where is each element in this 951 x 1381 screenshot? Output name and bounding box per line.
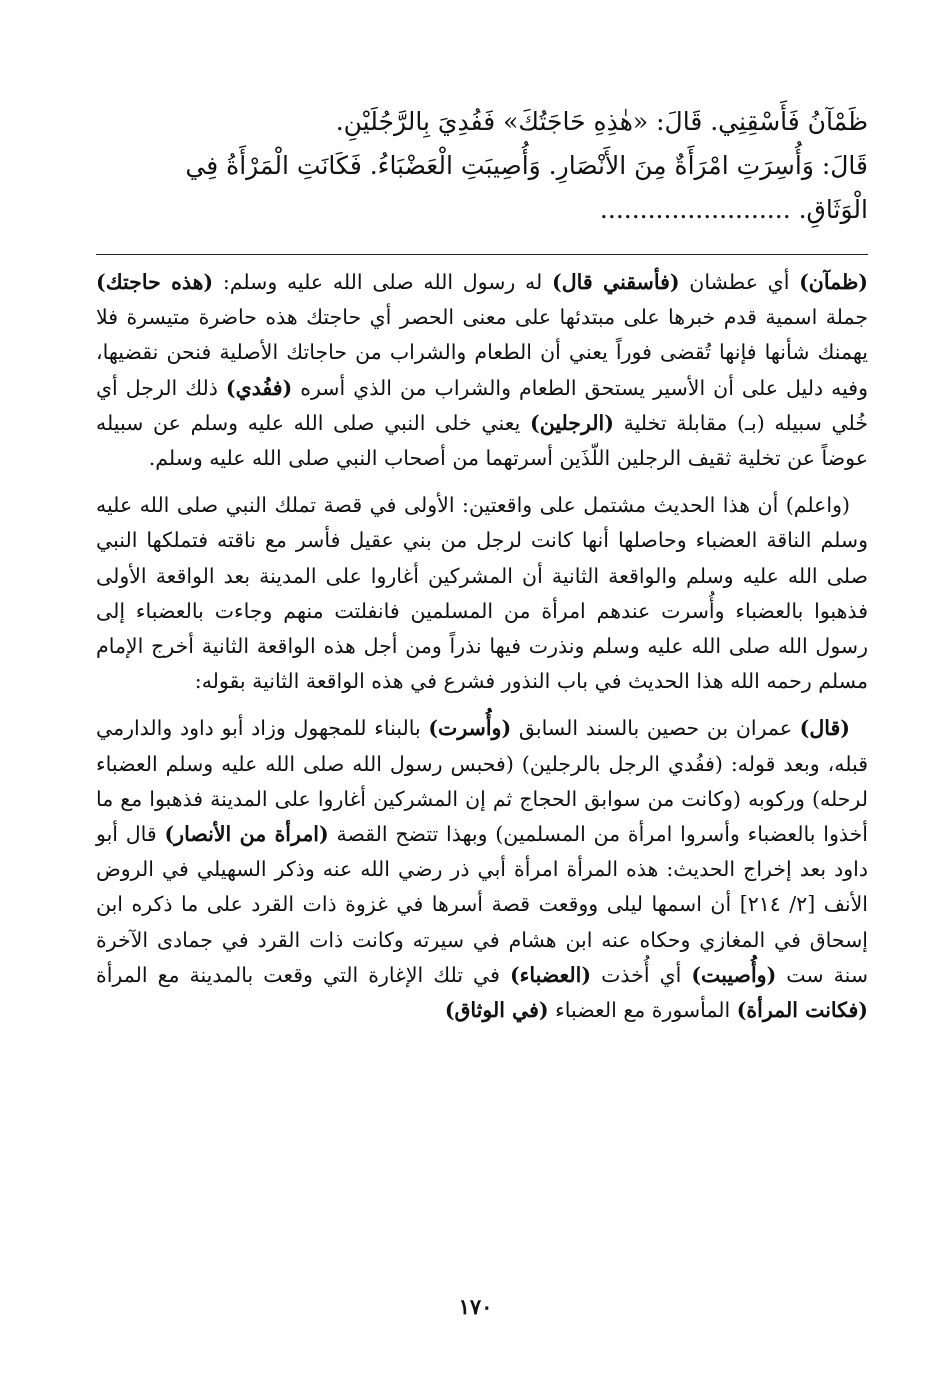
page-number: ١٧٠ (458, 1294, 493, 1319)
commentary-paragraph-1 (96, 265, 868, 476)
commentary-text: عمران بن حصين بالسند السابق (511, 716, 800, 741)
quoted-term: (العضباء) (509, 962, 592, 987)
hadith-line-3: الْوَثَاقِ. ........................ (599, 195, 868, 224)
commentary-text: جملة اسمية قدم خبرها على مبتدئها على معنى الحصر أي حاجتك هذه حاضرة متيسرة فلا يهمنك شأنها فإنها تُقضى فوراً يعني أن الطعام والشراب من حاجاتك الأصلية فنحن نقضيها، وفيه دليل على أن الأسير يستحق الطعام والشراب من الذي أسره (96, 305, 868, 400)
quoted-term: (هذه حاجتك) (96, 270, 214, 294)
commentary-text: أي أُخذت (591, 962, 692, 987)
separator-line (96, 254, 868, 255)
hadith-line-1: ظَمْآنُ فَأَسْقِنِي. قَالَ: «هٰذِهِ حَاجَتُكَ» فَفُدِيَ بِالرَّجُلَيْنِ. (335, 107, 868, 136)
commentary-paragraph-2: (واعلم) أن هذا الحديث مشتمل على واقعتين: الأولى في قصة تملك النبي صلى الله عليه وسلم الناقة العضباء وحاصلها أنها كانت لرجل من بني عقيل فأسر مع ناقته فتملكها النبي صلى الله عليه وسلم والواقعة الثانية أن المشركين أغاروا على المدينة بعد الواقعة الأولى فذهبوا بالعضباء وأُسرت عندهم امرأة من المسلمين فانفلتت منهم وجاءت بالعضباء إلى رسول الله صلى الله عليه وسلم ونذرت فيها نذراً ومن أجل هذه الواقعة الثانية أخرج الإمام مسلم رحمه الله هذا الحديث في باب النذور فشرع في هذه الواقعة الثانية بقوله: (96, 493, 868, 694)
quoted-term: (وأُسرت) (428, 716, 512, 741)
quoted-term: (ففُدي) (225, 375, 293, 400)
page-body (96, 100, 868, 1040)
quoted-term: (في الوثاق) (444, 998, 549, 1023)
quoted-term: (وأُصيبت) (691, 962, 777, 987)
commentary-text: بالبناء للمجهول وزاد أبو داود والدارمي قبله، وبعد قوله: (ففُدي الرجل بالرجلين) (فحبس رسول الله صلى الله عليه وسلم العضباء لرحله) وركوبه (وكانت من سوابق الحجاج ثم إن المشركين أغاروا على المدينة فذهبوا مع ما أخذوا بالعضباء وأسروا امرأة من المسلمين) وبهذا تتضح القصة (96, 716, 869, 847)
quoted-term: (فكانت المرأة) (736, 998, 868, 1023)
quoted-term: (ظمآن) (799, 270, 868, 294)
quoted-term: (الرجلين) (530, 410, 614, 435)
commentary-paragraph-3 (96, 711, 868, 1028)
quoted-term: (امرأة من الأنصار) (164, 822, 329, 847)
commentary-text: ذلك الرجل أي خُلي سبيله (بـ) مقابلة تخلية (96, 375, 868, 435)
commentary-text: قال أبو داود بعد إخراج الحديث: هذه المرأة امرأة أبي ذر رضي الله عنه وذكر السهيلي في الروض الأنف [٢/ ٢١٤] أن اسمها ليلى ووقعت قصة أسرها في غزوة ذات القرد على ما ذكره ابن إسحاق في المغازي وحكاه عنه ابن هشام في سيرته وكانت ذات القرد في جمادى الآخرة سنة ست (96, 822, 869, 987)
commentary-text: يعني خلى النبي صلى الله عليه وسلم عن سبيله عوضاً عن تخلية ثقيف الرجلين اللّذَين أسرتهما من أصحاب النبي صلى الله عليه وسلم. (96, 410, 868, 471)
hadith-text (96, 100, 868, 232)
hadith-line-2: قَالَ: وَأُسِرَتِ امْرَأَةٌ مِنَ الأَنْصَارِ. وَأُصِيبَتِ الْعَضْبَاءُ. فَكَانَتِ الْمَرْأَةُ فِي (185, 151, 868, 180)
quoted-term: (قال) (799, 716, 850, 741)
commentary-text: أي عطشان (679, 270, 800, 294)
commentary-text: له رسول الله صلى الله عليه وسلم: (213, 270, 553, 294)
quoted-term: (فأسقني قال) (552, 270, 680, 294)
commentary-text: في تلك الإغارة التي وقعت بالمدينة مع المرأة (96, 962, 510, 987)
commentary-text: المأسورة مع العضباء (548, 998, 737, 1023)
